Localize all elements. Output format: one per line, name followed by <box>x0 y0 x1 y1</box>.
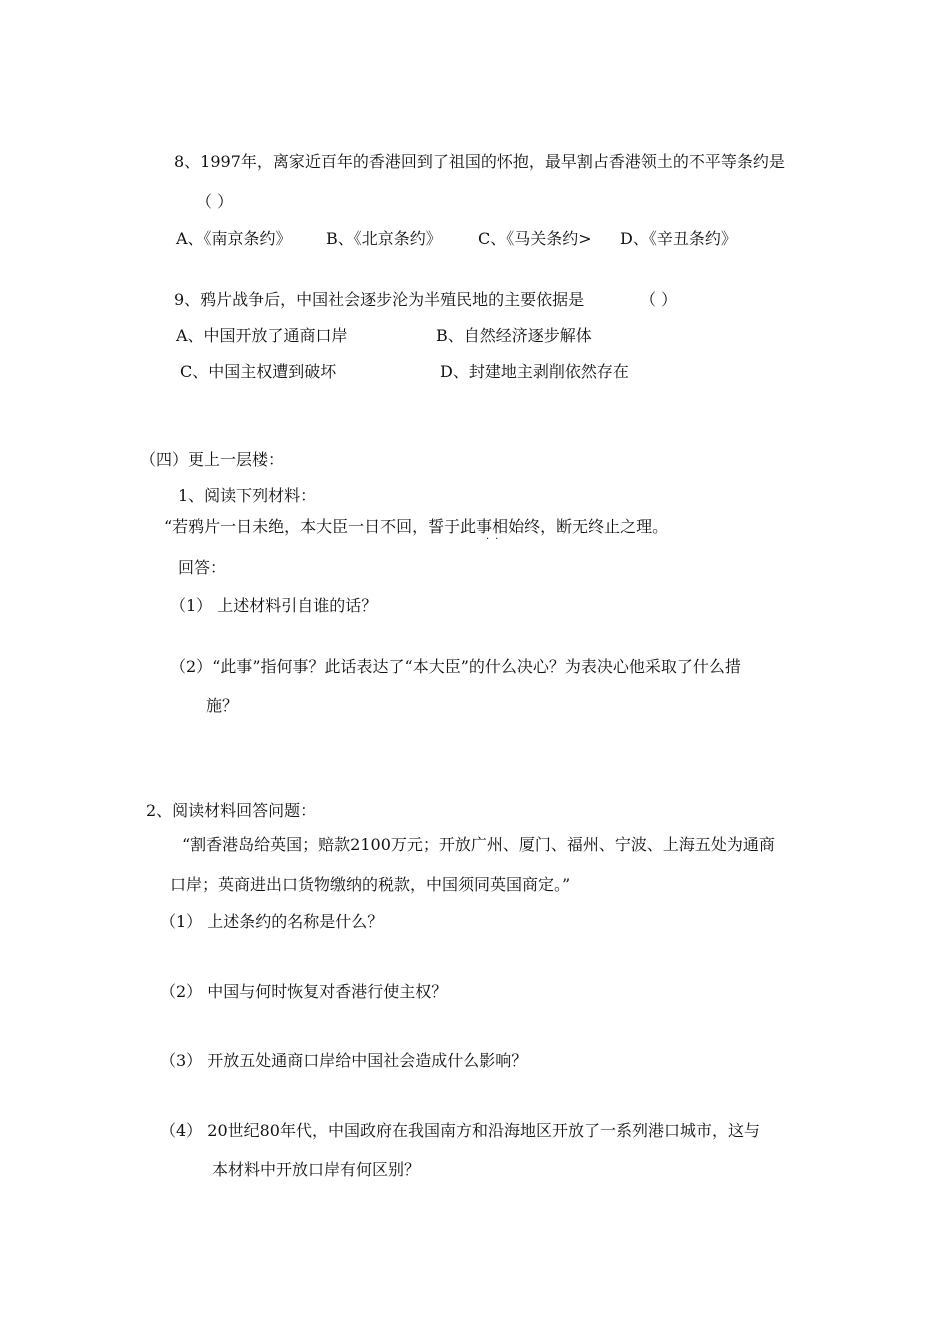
section4-heading: （四）更上一层楼： <box>140 450 285 469</box>
item1-answer-label: 回答： <box>178 558 227 577</box>
item1-sub2-line1: （2）“此事”指何事？此话表达了“本大臣”的什么决心？为表决心他采取了什么措 <box>170 657 741 676</box>
item2-sub2: （2） 中国与何时恢复对香港行使主权？ <box>160 982 448 1001</box>
item1-sub2-line2: 施？ <box>206 696 239 715</box>
item2-quote-line2: 口岸；英商进出口货物缴纳的税款，中国须同英国商定。” <box>170 875 571 894</box>
q8-option-a: A、《南京条约》 <box>176 229 292 248</box>
q9-stem: 9、鸦片战争后，中国社会逐步沦为半殖民地的主要依据是 <box>174 290 585 309</box>
item2-intro: 2、阅读材料回答问题： <box>146 801 317 820</box>
q8-option-b: B、《北京条约》 <box>326 229 442 248</box>
item2-sub4-line2: 本材料中开放口岸有何区别？ <box>212 1160 421 1179</box>
q9-option-a: A、中国开放了通商口岸 <box>176 326 348 345</box>
item2-sub3: （3） 开放五处通商口岸给中国社会造成什么影响？ <box>160 1051 528 1070</box>
q8-option-d: D、《辛丑条约》 <box>620 229 737 248</box>
item2-sub4-line1: （4） 20世纪80年代，中国政府在我国南方和沿海地区开放了一系列港口城市，这与 <box>160 1121 760 1140</box>
item1-intro: 1、阅读下列材料： <box>178 486 317 505</box>
item1-quote: “若鸦片一日未绝，本大臣一日不回，誓于此事相始终，断无终止之理。 <box>164 517 669 536</box>
item2-sub1: （1） 上述条约的名称是什么？ <box>160 912 384 931</box>
q9-option-c: C、中国主权遭到破坏 <box>180 362 337 381</box>
item1-sub1: （1） 上述材料引自谁的话？ <box>170 596 378 615</box>
item2-quote-line1: “割香港岛给英国；赔款2100万元；开放广州、厦门、福州、宁波、上海五处为通商 <box>182 835 775 854</box>
q9-option-d: D、封建地主剥削依然存在 <box>440 362 629 381</box>
q8-option-c: C、《马关条约> <box>478 229 592 248</box>
q8-stem: 8、1997年，离家近百年的香港回到了祖国的怀抱，最早割占香港领土的不平等条约是 <box>174 152 785 171</box>
q9-option-b: B、自然经济逐步解体 <box>436 326 592 345</box>
q8-answer-blank: （ ） <box>196 192 234 211</box>
q9-answer-blank: （ ） <box>640 290 678 309</box>
emphasis-dots: ·· <box>486 534 505 545</box>
